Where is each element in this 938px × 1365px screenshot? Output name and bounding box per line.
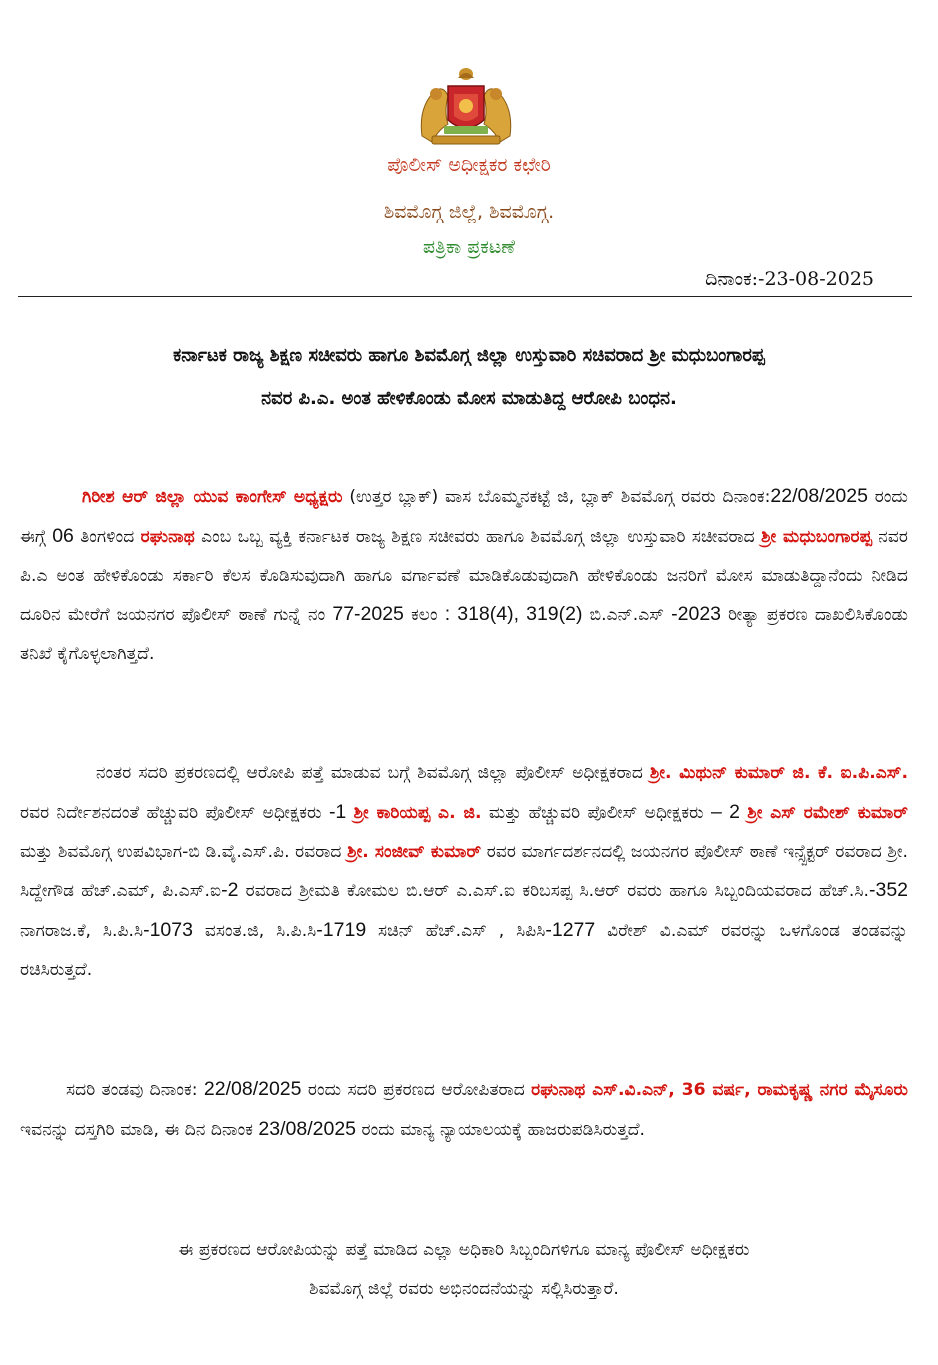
text-span: ರಂದು ಸದರಿ ಪ್ರಕರಣದ ಆರೋಪಿತರಾದ	[301, 1080, 532, 1100]
karnataka-state-emblem-icon	[414, 66, 518, 150]
text-span: -1277	[545, 919, 596, 942]
months-count: 06	[52, 524, 74, 547]
text-span: ರಂದು ಈಗ್ಗೆ	[20, 487, 909, 547]
text-span: ಮತ್ತು ಹೆಚ್ಚುವರಿ ಪೊಲೀಸ್ ಅಧೀಕ್ಷಕರು	[481, 802, 711, 823]
paragraph-complaint	[20, 477, 908, 674]
asp2-name: ಶ್ರೀ ಎಸ್ ರಮೇಶ್ ಕುಮಾರ್	[747, 802, 908, 823]
text-span: ರವರಾದ ಶ್ರೀಮತಿ ಕೋಮಲ ಬಿ.ಆರ್ ಎ.ಎಸ್.ಐ ಕರಿಬಸಪ್ಪ ಸಿ.ಆರ್ ರವರು ಹಾಗೂ ಸಿಬ್ಬಂದಿಯವರಾದ ಹೆಚ್.ಸಿ.	[238, 881, 869, 902]
text-span: ಕಲಂ	[403, 605, 445, 626]
subject-line-2: ನವರ ಪಿ.ಎ. ಅಂತ ಹೇಳಿಕೊಂಡು ಮೋಸ ಮಾಡುತಿದ್ದ ಆರೋಪಿ ಬಂಧನ.	[261, 388, 677, 409]
text-span: – 2	[710, 800, 740, 823]
text-span: ನವರ ಪಿ.ಎ ಅಂತ ಹೇಳಿಕೊಂಡು ಸರ್ಕಾರಿ ಕೆಲಸ ಕೊಡಿಸುವುದಾಗಿ ಹಾಗೂ ವರ್ಗಾವಣೆ ಮಾಡಿಕೊಡುವುದಾಗಿ ಹೇಳಿಕೊಂಡು ಜನರಿಗೆ ಮೋಸ ಮಾಡುತಿದ್ದಾನೆಂದು ನೀಡಿದ ದೂರಿನ ಮೇರೆಗೆ ಜಯನಗರ ಪೊಲೀಸ್ ಠಾಣೆ ಗುನ್ನೆ ನಂ	[20, 526, 908, 626]
complainant-name: ಗಿರೀಶ ಆರ್ ಜಿಲ್ಲಾ ಯುವ ಕಾಂಗೇಸ್ ಅಧ್ಯಕ್ಷರು	[82, 487, 343, 507]
text-span: ವಸಂತ.ಜಿ, ಸಿ.ಪಿ.ಸಿ	[192, 921, 317, 942]
text-span: -1	[328, 800, 347, 823]
text-span	[346, 803, 353, 823]
text-span: ಎಂಬ ಒಬ್ಬ ವ್ಯಕ್ತಿ ಕರ್ನಾಟಕ ರಾಜ್ಯ ಶಿಕ್ಷಣ ಸಚೀವರು ಹಾಗೂ ಶಿವಮೊಗ್ಗ ಜಿಲ್ಲಾ ಉಸ್ತುವಾರಿ ಸಚೀವರಾದ	[194, 526, 762, 547]
paragraph-team	[20, 754, 908, 990]
header-divider	[18, 296, 912, 297]
office-name: ಪೊಲೀಸ್ ಅಧೀಕ್ಷಕರ ಕಛೇರಿ	[387, 154, 551, 176]
text-span: ರೀತ್ಯಾ ಪ್ರಕರಣ ದಾಖಲಿಸಿಕೊಂಡು ತನಿಖೆ ಕೈಗೊಳ್ಳಲಾಗಿತ್ತದೆ.	[20, 605, 909, 665]
text-span: ತಿಂಗಳಿಂದ	[73, 526, 141, 547]
text-span: -1719	[316, 919, 367, 942]
complaint-date: 22/08/2025	[770, 485, 868, 507]
text-span: ಬಿ.ಎನ್.ಎಸ್	[582, 605, 672, 626]
text-span: ವಿರೇಶ್ ವಿ.ಎಮ್ ರವರನ್ನು ಒಳಗೊಂಡ ತಂಡವನ್ನು ರಚಿಸಿರುತ್ತದೆ.	[20, 921, 908, 980]
text-span: ರವರ ನಿರ್ದೇಶನದಂತೆ ಹೆಚ್ಚುವರಿ ಪೊಲೀಸ್ ಅಧೀಕ್ಷಕರು	[20, 802, 329, 823]
accused-details: ರಘುನಾಥ ಎಸ್.ವಿ.ಎನ್, 36 ವರ್ಷ, ರಾಮಕೃಷ್ಣ ನಗರ ಮೈಸೂರು	[531, 1080, 908, 1100]
text-span: ನಾಗರಾಜ.ಕೆ, ಸಿ.ಪಿ.ಸಿ	[20, 921, 144, 942]
document-date: ದಿನಾಂಕ:-23-08-2025	[705, 268, 874, 290]
district-name: ಶಿವಮೊಗ್ಗ ಜಿಲ್ಲೆ, ಶಿವಮೊಗ್ಗ.	[383, 201, 555, 223]
court-date: 23/08/2025	[258, 1117, 357, 1140]
minister-name: ಶ್ರೀ ಮಧುಬಂಗಾರಪ್ಪ	[761, 526, 872, 547]
text-span: -1073	[143, 919, 193, 942]
text-span: ಇವನನ್ನು ದಸ್ತಗಿರಿ ಮಾಡಿ, ಈ ದಿನ ದಿನಾಂಕ	[20, 1119, 259, 1140]
text-span: ರಂದು ಮಾನ್ಯ ನ್ಯಾಯಾಲಯಕ್ಕೆ ಹಾಜರುಪಡಿಸಿರುತ್ತದೆ.	[356, 1119, 646, 1140]
paragraph-arrest	[20, 1070, 908, 1150]
text-span: ರವರ ಮಾರ್ಗದರ್ಶನದಲ್ಲಿ ಜಯನಗರ ಪೊಲೀಸ್ ಠಾಣೆ ಇನ್ಸ್ಪೆಕ್ಟರ್ ರವರಾದ ಶ್ರೀ. ಸಿದ್ದೇಗೌಡ ಹೆಚ್.ಎಮ್, ಪಿ.ಎಸ್.ಐ	[20, 841, 908, 902]
text-span: -2	[221, 879, 239, 902]
appreciation-line-1: ಈ ಪ್ರಕರಣದ ಆರೋಪಿಯನ್ನು ಪತ್ತೆ ಮಾಡಿದ ಎಲ್ಲಾ ಅಧಿಕಾರಿ ಸಿಬ್ಬಂದಿಗಳಿಗೂ ಮಾನ್ಯ ಪೊಲೀಸ್ ಅಧೀಕ್ಷಕರು	[178, 1240, 750, 1260]
sections: : 318(4), 319(2)	[444, 603, 583, 626]
text-span: ನಂತರ ಸದರಿ ಪ್ರಕರಣದಲ್ಲಿ ಆರೋಪಿ ಪತ್ತೆ ಮಾಡುವ ಬಗ್ಗೆ ಶಿವಮೊಗ್ಗ ಜಿಲ್ಲಾ ಪೊಲೀಸ್ ಅಧೀಕ್ಷಕರಾದ	[96, 763, 650, 783]
text-span: ಸಚಿನ್ ಹೆಚ್.ಎಸ್ , ಸಿಪಿಸಿ	[366, 921, 546, 942]
press-note-heading: ಪತ್ರಿಕಾ ಪ್ರಕಟಣೆ	[422, 236, 516, 258]
asp1-name: ಶ್ರೀ ಕಾರಿಯಪ್ಪ ಎ. ಜಿ.	[353, 802, 482, 823]
act-year: -2023	[671, 603, 722, 626]
text-span: ಸದರಿ ತಂಡವು ದಿನಾಂಕ:	[66, 1080, 204, 1100]
text-span: (ಉತ್ತರ ಬ್ಲಾಕ್) ವಾಸ ಬೊಮ್ಮನಕಟ್ಟೆ ಜಿ, ಬ್ಲಾಕ್ ಶಿವಮೊಗ್ಗ ರವರು ದಿನಾಂಕ:	[342, 487, 771, 507]
sp-name: ಶ್ರೀ. ಮಿಥುನ್ ಕುಮಾರ್ ಜಿ. ಕೆ. ಐ.ಪಿ.ಎಸ್.	[649, 763, 908, 783]
appreciation-line-2: ಶಿವಮೊಗ್ಗ ಜಿಲ್ಲೆ ರವರು ಅಭಿನಂದನೆಯನ್ನು ಸಲ್ಲಿಸಿರುತ್ತಾರೆ.	[309, 1278, 619, 1299]
case-number: 77-2025	[332, 603, 404, 626]
dysp-name: ಶ್ರೀ. ಸಂಜೀವ್ ಕುಮಾರ್	[347, 841, 482, 862]
paragraph-appreciation	[20, 1231, 908, 1309]
arrest-date: 22/08/2025	[203, 1078, 302, 1100]
text-span: ಮತ್ತು ಶಿವಮೊಗ್ಗ ಉಪವಿಭಾಗ-ಬಿ ಡಿ.ವೈ.ಎಸ್.ಪಿ. ರವರಾದ	[20, 841, 348, 862]
text-span: -352	[868, 879, 909, 902]
accused-name: ರಘುನಾಥ	[140, 526, 195, 547]
subject-line-1: ಕರ್ನಾಟಕ ರಾಜ್ಯ ಶಿಕ್ಷಣ ಸಚೀವರು ಹಾಗೂ ಶಿವಮೊಗ್ಗ ಜಿಲ್ಲಾ ಉಸ್ತುವಾರಿ ಸಚಿವರಾದ ಶ್ರೀ ಮಧುಬಂಗಾರಪ್ಪ	[173, 345, 765, 366]
